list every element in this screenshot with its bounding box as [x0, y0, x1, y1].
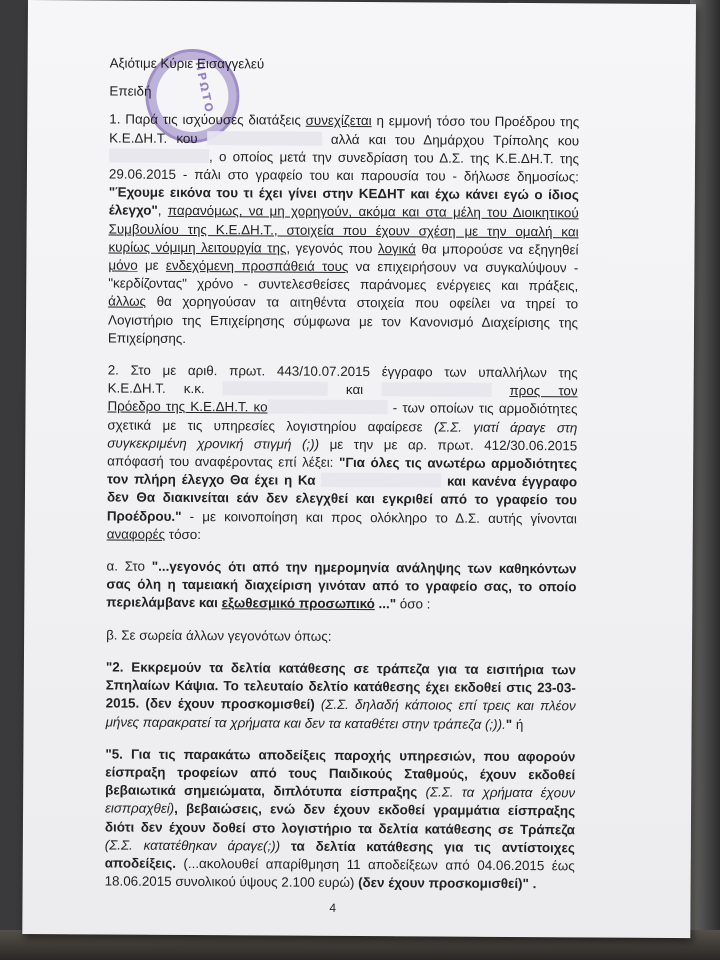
- paragraph-2: 2. Στο με αριθ. πρωτ. 443/10.07.2015 έγγραφο των υπαλλήλων της Κ.Ε.ΔΗ.Τ. κ.κ. και προς τον Πρόεδρο της Κ.Ε.ΔΗ.Τ. κο - των οποίων τις αρμοδιότητες σχετικά με τις υπηρεσίες λογιστηρίου αφαίρεσε (Σ.Σ. γιατί άραγε στη συγκεκριμένη χρονική στιγμή (;)) με την με αρ. πρωτ. 412/30.06.2015 απόφασή του αναφέροντας επί λέξει: "Για όλες τις ανωτέρω αρμοδιότητες τον πλήρη έλεγχο Θα έχει η Κα και κανένα έγγραφο δεν Θα διακινείται εάν δεν ελεγχθεί και εγκριθεί από το γραφείο του Προέδρου." - με κοινοποίηση και προς ολόκληρο το Δ.Σ. αυτής γίνονται αναφορές τόσο:: [106, 362, 578, 542]
- paragraph-a: α. Στο "...γεγονός ότι από την ημερομηνία ανάληψης των καθηκόντων σας όλη η ταμειακή διαχείριση γινόταν από το γραφείο σας, το οποίο περιελάμβανε και εξωθεσμικό προσωπικό ..." όσο :: [106, 558, 577, 612]
- redacted-name: [207, 131, 322, 146]
- redacted-name: [321, 473, 441, 488]
- document-body: [104, 54, 579, 907]
- redacted-name: [268, 400, 388, 415]
- paragraph-1: 1. Παρά τις ισχύουσες διατάξεις συνεχίζεται η εμμονή τόσο του Προέδρου της Κ.Ε.ΔΗ.Τ. κου αλλά και του Δημάρχου Τρίπολης κου , ο οποίος μετά την συνεδρίαση του Δ.Σ. της Κ.Ε.ΔΗ.Τ. της 29.06.2015 - πάλι στο γραφείο του και παρουσία του - δήλωσε δημοσίως: "Έχουμε εικόνα του τι έχει γίνει στην ΚΕΔΗΤ και έχω κάνει εγώ ο ίδιος έλεγχο", παρανόμως, να μη χορηγούν, ακόμα και στα μέλη του Διοικητικού Συμβουλίου της Κ.Ε.ΔΗ.Τ., στοιχεία που έχουν σχέση με την ομαλή και κυρίως νόμιμη λειτουργία της, γεγονός που λογικά θα μπορούσε να εξηγηθεί μόνο με ενδεχόμενη προσπάθειά τους να επιχειρήσουν να συγκαλύψουν - "κερδίζοντας" χρόνο - συντελεσθείσες παράνομες ενέργειες και πράξεις, άλλως θα χορηγούσαν τα αιτηθέντα στοιχεία που οφείλει να τηρεί το Λογιστήριο της Επιχείρησης σύμφωνα με τον Κανονισμό Διαχείρισης της Επιχείρησης.: [107, 111, 580, 346]
- quoted-item-5: "5. Για τις παρακάτω αποδείξεις παροχής υπηρεσιών, που αφορούν είσπραξη τροφείων από τους Παιδικούς Σταθμούς, έχουν εκδοθεί βεβαιωτικά σημειώματα, διπλότυπα είσπραξης (Σ.Σ. τα χρήματα έχουν εισπραχθεί), βεβαιώσεις, ενώ δεν έχουν εκδοθεί γραμμάτια είσπραξης διότι δεν έχουν δοθεί στο λογιστήριο τα δελτία κατάθεσης σε Τράπεζα (Σ.Σ. κατατέθηκαν άραγε(;)) τα δελτία κατάθεσης για τις αντίστοιχες αποδείξεις. (...ακολουθεί απαρίθμηση 11 αποδείξεων από 04.06.2015 έως 18.06.2015 συνολικού ύψους 2.100 ευρώ) (δεν έχουν προσκομισθεί)" .: [104, 746, 576, 892]
- redacted-name: [381, 382, 491, 397]
- paragraph-b: β. Σε σωρεία άλλων γεγονότων όπως:: [106, 627, 332, 644]
- redacted-name: [109, 148, 209, 163]
- document-page: [22, 0, 696, 938]
- stamp-text: ΠΡΩΤΟ: [192, 60, 216, 116]
- page-number: 4: [329, 900, 337, 915]
- salutation: Αξιότιμε Κύριε Εισαγγελεύ: [109, 55, 265, 72]
- redacted-name: [223, 381, 328, 396]
- quoted-item-2: "2. Εκκρεμούν τα δελτία κατάθεσης σε τράπεζα για τα εισιτήρια των Σπηλαίων Κάψια. Το τελευταίο δελτίο κατάθεσης έχει εκδοθεί στις 23-03- 2015. (δεν έχουν προσκομισθεί) (Σ.Σ. δηλαδή κάποιος επί τρεις και πλέον μήνες παρακρατεί τα χρήματα και δεν τα καταθέτει στην τράπεζα (;))." ή: [105, 659, 576, 732]
- intro: Επειδή: [109, 83, 152, 99]
